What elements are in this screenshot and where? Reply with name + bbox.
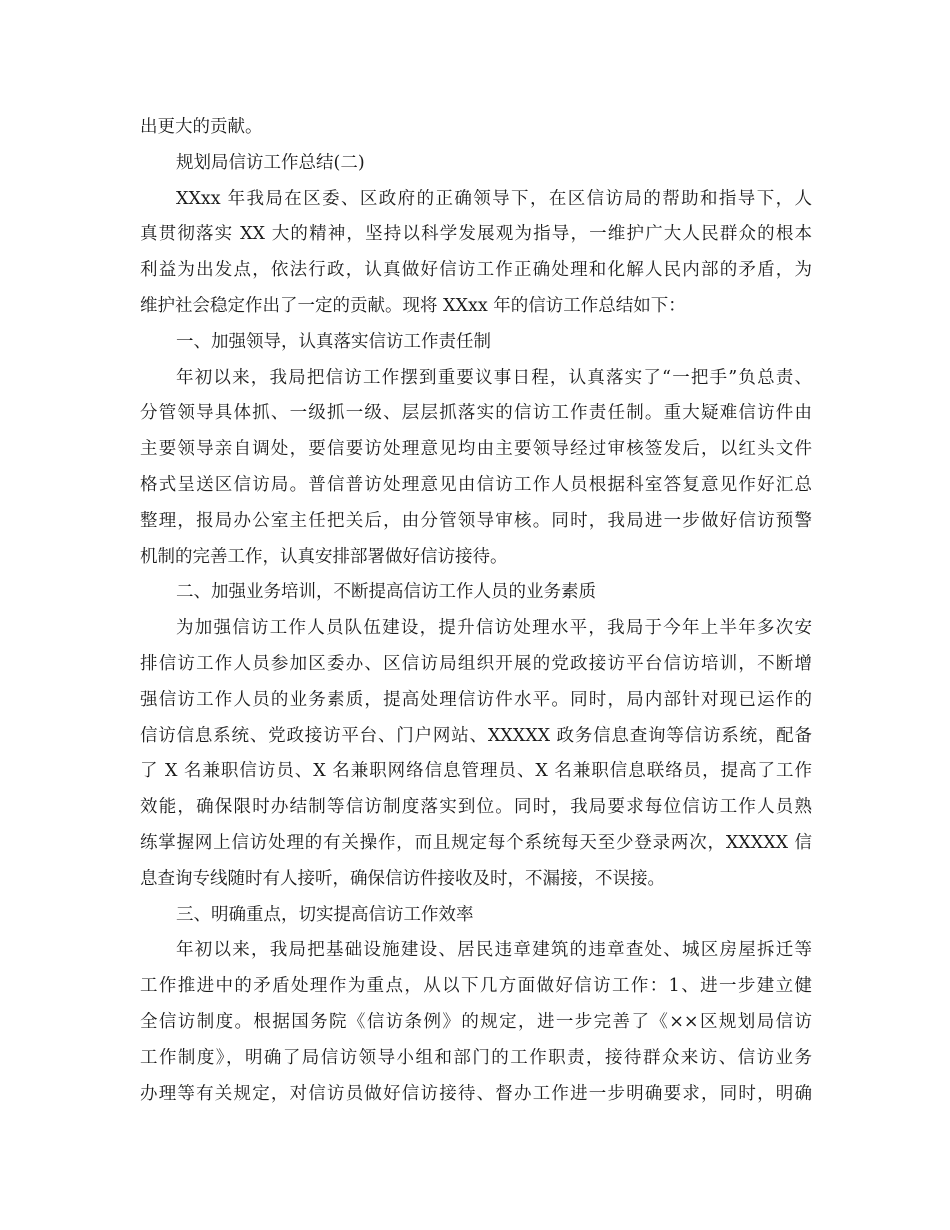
text-line: 机制的完善工作，认真安排部署做好信访接待。 xyxy=(140,546,508,567)
text-line: 分管领导具体抓、一级抓一级、层层抓落实的信访工作责任制。重大疑难信访件由 xyxy=(140,403,812,424)
text-line: 出更大的贡献。 xyxy=(140,117,263,137)
text-line: 维护社会稳定作出了一定的贡献。现将 XXxx 年的信访工作总结如下： xyxy=(140,295,686,316)
text-line: 办理等有关规定，对信访员做好信访接待、督办工作进一步明确要求，同时，明确 xyxy=(140,1083,812,1104)
text-line: 排信访工作人员参加区委办、区信访局组织开展的党政接访平台信访培训，不断增 xyxy=(140,653,812,674)
text-line: 息查询专线随时有人接听，确保信访件接收及时，不漏接，不误接。 xyxy=(140,868,665,889)
text-line: XXxx 年我局在区委、区政府的正确领导下，在区信访局的帮助和指导下，人 xyxy=(176,188,812,209)
text-line: 工作推进中的矛盾处理作为重点，从以下几方面做好信访工作：1、进一步建立健 xyxy=(140,976,812,997)
text-line: 全信访制度。根据国务院《信访条例》的规定，进一步完善了《××区规划局信访 xyxy=(140,1011,812,1032)
text-line: 格式呈送区信访局。普信普访处理意见由信访工作人员根据科室答复意见作好汇总 xyxy=(140,474,812,495)
text-line: 信访信息系统、党政接访平台、门户网站、XXXXX 政务信息查询等信访系统，配备 xyxy=(140,725,812,746)
text-line: 年初以来，我局把基础设施建设、居民违章建筑的违章查处、城区房屋拆迁等 xyxy=(176,940,812,961)
text-line: 为加强信访工作人员队伍建设，提升信访处理水平，我局于今年上半年多次安 xyxy=(176,618,812,639)
document-page xyxy=(140,110,812,1112)
text-line: 主要领导亲自调处，要信要访处理意见均由主要领导经过审核签发后，以红头文件 xyxy=(140,439,812,460)
text-line: 效能，确保限时办结制等信访制度落实到位。同时，我局要求每位信访工作人员熟 xyxy=(140,797,812,818)
heading-line: 一、加强领导，认真落实信访工作责任制 xyxy=(176,331,491,352)
text-line: 工作制度》，明确了局信访领导小组和部门的工作职责，接待群众来访、信访业务 xyxy=(140,1047,812,1068)
text-line: 真贯彻落实 XX 大的精神，坚持以科学发展观为指导，一维护广大人民群众的根本 xyxy=(140,224,812,245)
heading-line: 二、加强业务培训，不断提高信访工作人员的业务素质 xyxy=(176,582,596,603)
text-line: 了 X 名兼职信访员、X 名兼职网络信息管理员、X 名兼职信息联络员，提高了工作 xyxy=(140,761,812,782)
text-line: 整理，报局办公室主任把关后，由分管领导审核。同时，我局进一步做好信访预警 xyxy=(140,510,812,531)
section-title-line: 规划局信访工作总结(二) xyxy=(176,152,365,173)
text-line: 强信访工作人员的业务素质，提高处理信访件水平。同时，局内部针对现已运作的 xyxy=(140,689,812,710)
text-line: 利益为出发点，依法行政，认真做好信访工作正确处理和化解人民内部的矛盾，为 xyxy=(140,260,812,281)
text-line: 年初以来，我局把信访工作摆到重要议事日程，认真落实了“一把手”负总责、 xyxy=(176,367,812,388)
heading-line: 三、明确重点，切实提高信访工作效率 xyxy=(176,904,474,925)
text-line: 练掌握网上信访处理的有关操作，而且规定每个系统每天至少登录两次，XXXXX 信 xyxy=(140,832,812,853)
